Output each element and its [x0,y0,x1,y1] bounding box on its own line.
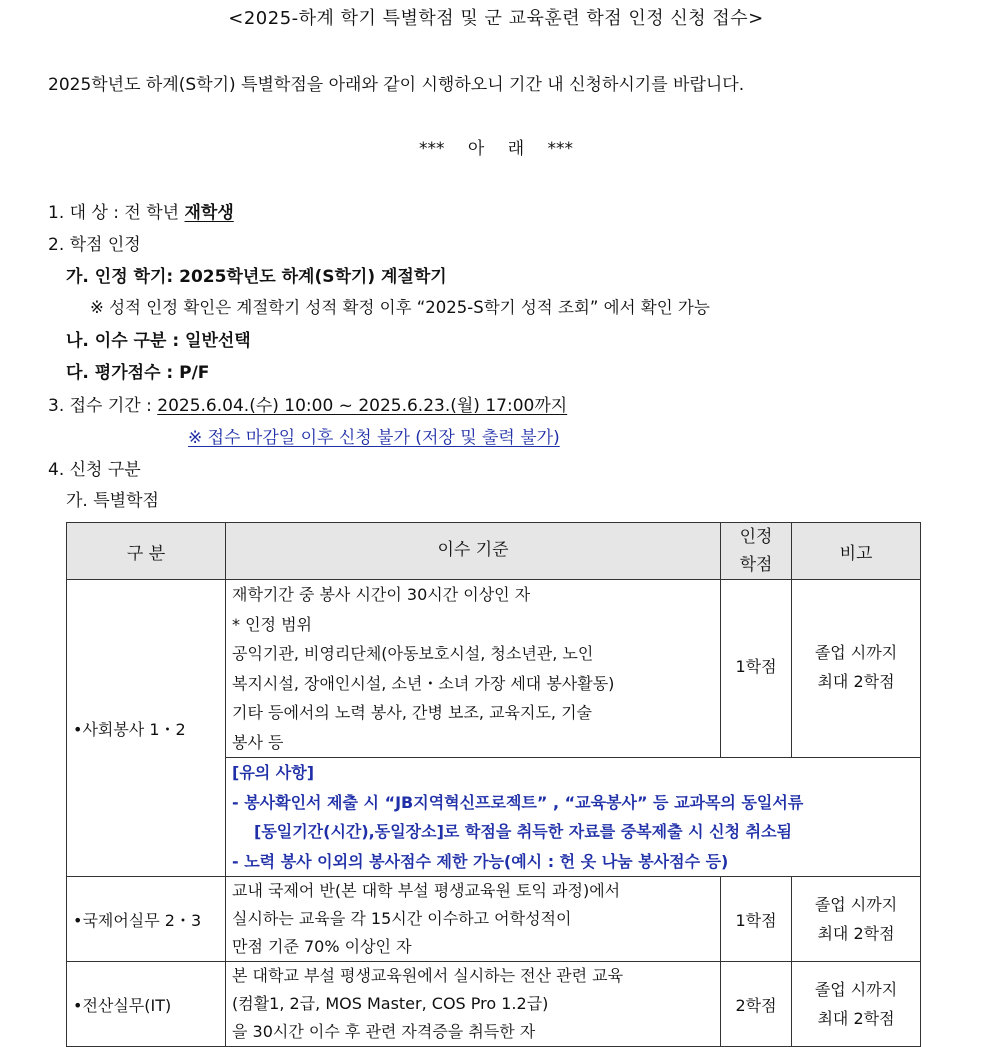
row-category: •전산실무(IT) [67,962,226,1047]
item-course-type: 나. 이수 구분 : 일반선택 [66,331,251,351]
criteria-line: 실시하는 교육을 각 15시간 이수하고 어학성적이 [232,909,572,928]
header-credit-line2: 학점 [739,555,773,575]
table-row [67,580,921,758]
row-credit: 1학점 [721,580,792,758]
note-line2: 최대 2학점 [817,672,895,691]
criteria-line: (컴활1, 2급, MOS Master, COS Pro 1.2급) [232,994,549,1013]
criteria-line: 본 대학교 부설 평생교육원에서 실시하는 전산 관련 교육 [232,966,624,985]
item-application-type: 4. 신청 구분 [48,460,141,480]
row-criteria [226,962,721,1047]
row-note [792,877,921,962]
header-credit [721,523,792,580]
header-category: 구 분 [67,523,226,580]
note-line1: 졸업 시까지 [814,895,898,914]
row-criteria [226,877,721,962]
section-mark: *** 아 래 *** [418,139,574,159]
note-line2: 최대 2학점 [817,1009,895,1028]
item-credit-recognition: 2. 학점 인정 [48,235,141,255]
criteria-line: 을 30시간 이수 후 관련 자격증을 취득한 자 [232,1022,536,1041]
row-criteria [226,580,721,758]
table-row [67,877,921,962]
item-grade-note: ※ 성적 인정 확인은 계절학기 성적 확정 이후 “2025-S학기 성적 조회” 에서 확인 가능 [90,298,710,317]
page-title: <2025-하계 학기 특별학점 및 군 교육훈련 학점 인정 신청 접수> [228,8,764,29]
item-special-credit: 가. 특별학점 [66,491,159,511]
item-grading: 다. 평가점수 : P/F [66,363,210,383]
item-deadline-note: ※ 접수 마감일 이후 신청 불가 (저장 및 출력 불가) [188,428,560,448]
criteria-line: 봉사 등 [232,732,284,752]
special-credit-table [66,522,921,1047]
criteria-line: 재학기간 중 봉사 시간이 30시간 이상인 자 [232,585,531,604]
criteria-line: 기타 등에서의 노력 봉사, 간병 보조, 교육지도, 기술 [232,703,592,722]
row-category: •국제어실무 2・3 [67,877,226,962]
item-period [48,391,567,416]
note-line2: 최대 2학점 [817,924,895,943]
row-credit: 1학점 [721,877,792,962]
note-line1: 졸업 시까지 [814,643,898,662]
row-note [792,580,921,758]
table-header-row [67,523,921,580]
criteria-line: 만점 기준 70% 이상인 자 [232,937,412,956]
item-target-value: 재학생 [184,203,234,223]
item-period-label: 3. 접수 기간 : [48,396,158,416]
note-line1: 졸업 시까지 [814,980,898,999]
row-credit: 2학점 [721,962,792,1047]
criteria-line: * 인정 범위 [232,614,312,634]
notice-line: - 봉사확인서 제출 시 “JB지역혁신프로젝트” , “교육봉사” 등 교과목의 동일서류 [232,792,804,812]
criteria-line: 교내 국제어 반(본 대학 부설 평생교육원 토익 과정)에서 [232,881,621,900]
header-criteria: 이수 기준 [226,523,721,580]
notice-line: [동일기간(시간),동일장소]로 학점을 취득한 자료를 중복제출 시 신청 취소됨 [254,822,793,841]
item-recognition-semester: 가. 인정 학기: 2025학년도 하계(S학기) 계절학기 [66,267,447,287]
header-credit-line1: 인정 [739,527,773,547]
header-note: 비고 [792,523,921,580]
row-category: •사회봉사 1・2 [67,580,226,877]
criteria-line: 복지시설, 장애인시설, 소년・소녀 가장 세대 봉사활동) [232,673,615,693]
item-period-value: 2025.6.04.(수) 10:00 ~ 2025.6.23.(월) 17:00까지 [157,396,568,416]
row-note [792,962,921,1047]
intro-text: 2025학년도 하계(S학기) 특별학점을 아래와 같이 시행하오니 기간 내 신청하시기를 바랍니다. [48,75,745,95]
table-row [67,962,921,1047]
criteria-line: 공익기관, 비영리단체(아동보호시설, 청소년관, 노인 [232,644,594,663]
row-notice [226,758,921,877]
notice-line: [유의 사항] [232,763,315,782]
item-target-label: 1. 대 상 : 전 학년 [48,203,185,223]
item-target [48,198,234,223]
notice-line: - 노력 봉사 이외의 봉사점수 제한 가능(예시 : 헌 옷 나눔 봉사점수 등) [232,851,729,871]
